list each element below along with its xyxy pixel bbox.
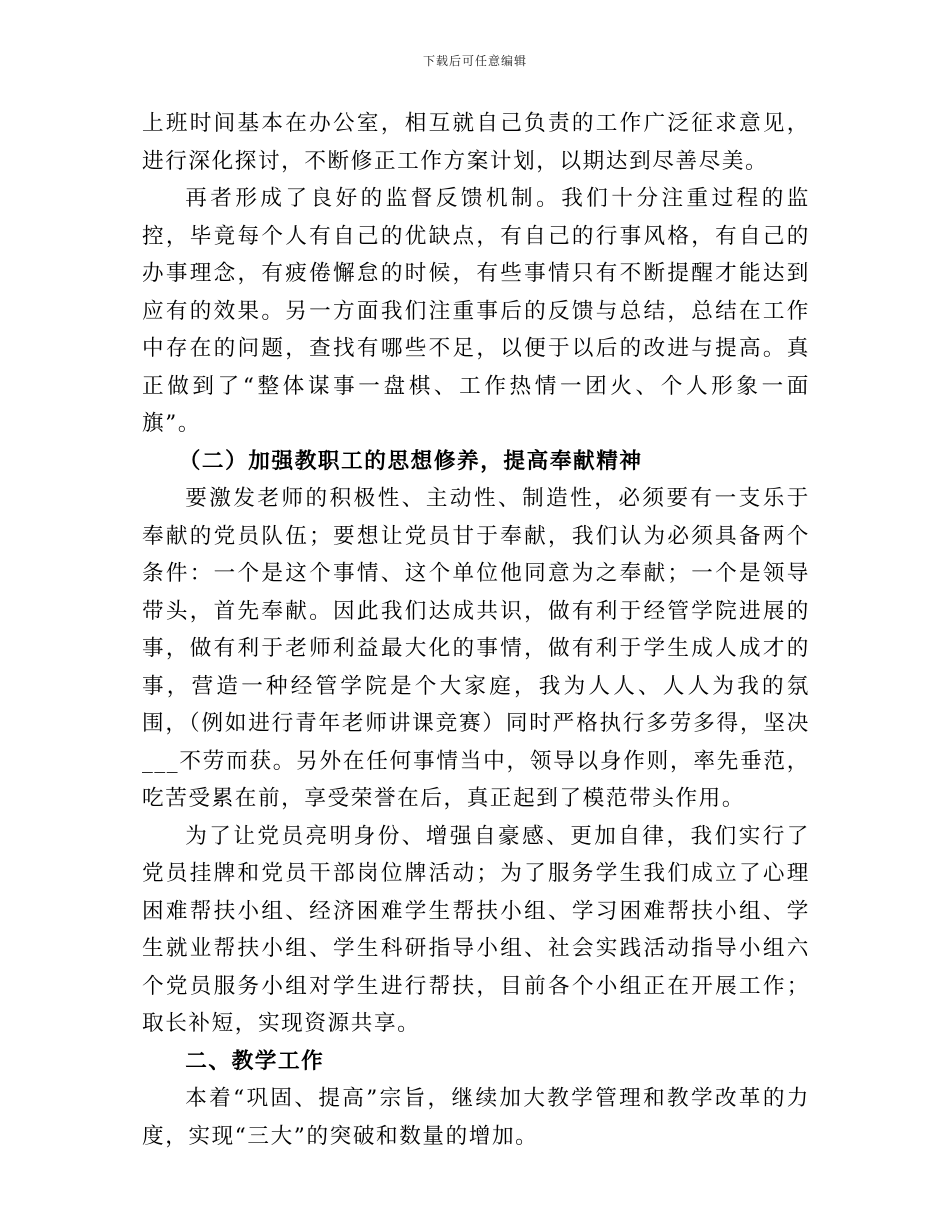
section-heading-staff-cultivation: （二）加强教职工的思想修养，提高奉献精神	[178, 448, 643, 474]
section-heading-teaching: 二、教学工作	[185, 1048, 325, 1074]
paragraph-dedication: 要激发老师的积极性、主动性、制造性，必须要有一支乐于奉献的党员队伍；要想让党员甘于奉献，我们认为必须具备两个条件：一个是这个事情、这个单位他同意为之奉献；一个是领导带头，首先奉献。因此我们达成共识，做有利于经管学院进展的事，做有利于老师利益最大化的事情，做有利于学生成人成才的事，营造一种经管学院是个大家庭，我为人人、人人为我的氛围，（例如进行青年老师讲课竞赛）同时严格执行多劳多得，坚决___不劳而获。另外在任何事情当中，领导以身作则，率先垂范，吃苦受累在前，享受荣誉在后，真正起到了模范带头作用。	[142, 486, 810, 811]
paragraph-party-members: 为了让党员亮明身份、增强自豪感、更加自律，我们实行了党员挂牌和党员干部岗位牌活动；为了服务学生我们成立了心理困难帮扶小组、经济困难学生帮扶小组、学习困难帮扶小组、学生就业帮扶小组、学生科研指导小组、社会实践活动指导小组六个党员服务小组对学生进行帮扶，目前各个小组正在开展工作；取长补短，实现资源共享。	[142, 823, 810, 1036]
paragraph-continued: 上班时间基本在办公室，相互就自己负责的工作广泛征求意见，进行深化探讨，不断修正工作方案计划，以期达到尽善尽美。	[142, 111, 810, 174]
paragraph-teaching-goals: 本着“巩固、提高”宗旨，继续加大教学管理和教学改革的力度，实现“三大”的突破和数量的增加。	[142, 1086, 810, 1149]
paragraph-supervision-feedback: 再者形成了良好的监督反馈机制。我们十分注重过程的监控，毕竟每个人有自己的优缺点，有自己的行事风格，有自己的办事理念，有疲倦懈怠的时候，有些事情只有不断提醒才能达到应有的效果。另一方面我们注重事后的反馈与总结，总结在工作中存在的问题，查找有哪些不足，以便于以后的改进与提高。真正做到了“整体谋事一盘棋、工作热情一团火、个人形象一面旗”。	[142, 186, 810, 436]
page-header: 下载后可任意编辑	[422, 54, 527, 68]
document-body	[142, 105, 810, 1155]
